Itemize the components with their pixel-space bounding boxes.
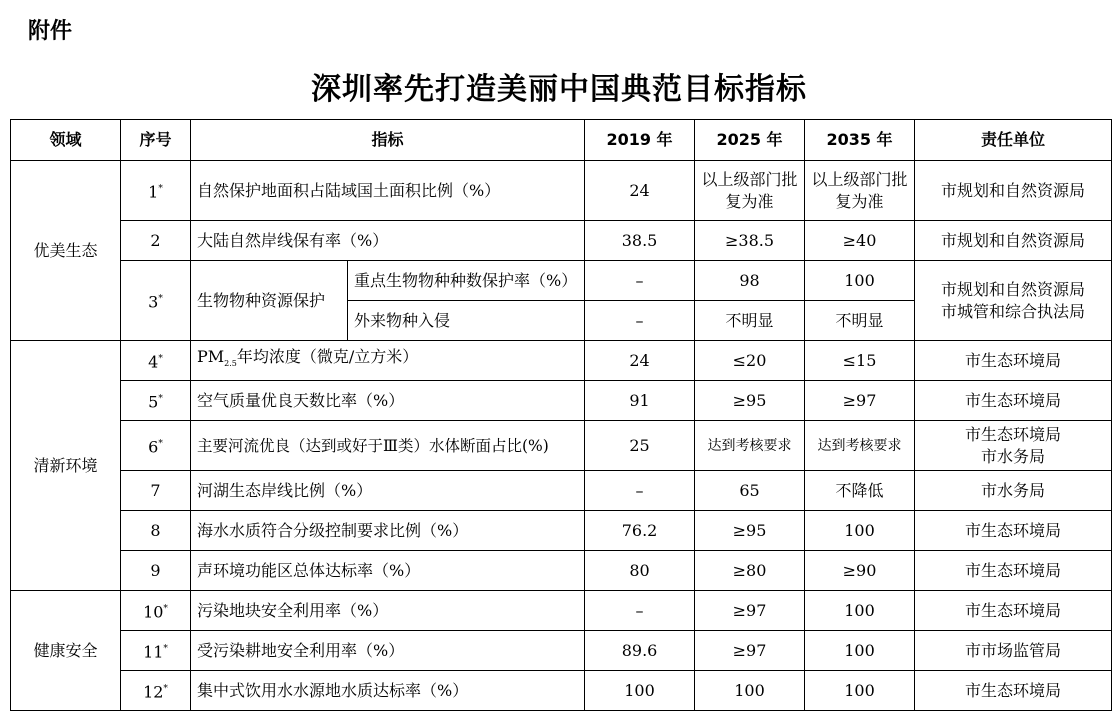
header-2025: 2025 年: [695, 120, 805, 161]
domain-cell: 健康安全: [11, 591, 121, 711]
table-row: [11, 671, 1112, 711]
header-indicator: 指标: [191, 120, 585, 161]
value-2019: –: [585, 301, 695, 341]
unit-cell: 市生态环境局: [915, 341, 1112, 381]
header-domain: 领域: [11, 120, 121, 161]
unit-cell: 市生态环境局 市水务局: [915, 421, 1112, 471]
table-row: [11, 221, 1112, 261]
indicator-cell: 主要河流优良（达到或好于Ⅲ类）水体断面占比(%): [191, 421, 585, 471]
indicator-cell: 河湖生态岸线比例（%）: [191, 471, 585, 511]
seq-cell: 6*: [121, 421, 191, 471]
value-2035: 100: [805, 671, 915, 711]
table-row: [11, 471, 1112, 511]
indicator-table: [10, 119, 1112, 711]
value-2025: ≥38.5: [695, 221, 805, 261]
attachment-label: 附件: [28, 19, 73, 44]
indicator-cell: 生物物种资源保护: [191, 261, 348, 341]
header-seq: 序号: [121, 120, 191, 161]
value-2019: 100: [585, 671, 695, 711]
value-2019: –: [585, 471, 695, 511]
value-2025: 100: [695, 671, 805, 711]
value-2019: 24: [585, 161, 695, 221]
unit-cell: 市规划和自然资源局: [915, 161, 1112, 221]
table-row: [11, 631, 1112, 671]
domain-cell: 优美生态: [11, 161, 121, 341]
seq-cell: 1*: [121, 161, 191, 221]
value-2035: 100: [805, 511, 915, 551]
header-2035: 2035 年: [805, 120, 915, 161]
value-2025: ≥97: [695, 631, 805, 671]
value-2019: –: [585, 261, 695, 301]
indicator-cell: 大陆自然岸线保有率（%）: [191, 221, 585, 261]
value-2019: 24: [585, 341, 695, 381]
value-2019: 89.6: [585, 631, 695, 671]
table-row: [11, 551, 1112, 591]
value-2019: 76.2: [585, 511, 695, 551]
value-2035: 不明显: [805, 301, 915, 341]
value-2035: ≥97: [805, 381, 915, 421]
value-2019: 80: [585, 551, 695, 591]
unit-cell: 市生态环境局: [915, 381, 1112, 421]
value-2035: 达到考核要求: [805, 421, 915, 471]
value-2025: ≥95: [695, 381, 805, 421]
indicator-cell: 海水水质符合分级控制要求比例（%）: [191, 511, 585, 551]
indicator-cell: 受污染耕地安全利用率（%）: [191, 631, 585, 671]
table-row: [11, 591, 1112, 631]
indicator-cell: 自然保护地面积占陆域国土面积比例（%）: [191, 161, 585, 221]
value-2025: 98: [695, 261, 805, 301]
value-2035: ≤15: [805, 341, 915, 381]
table-row: [11, 381, 1112, 421]
value-2025: ≤20: [695, 341, 805, 381]
value-2025: ≥97: [695, 591, 805, 631]
value-2035: ≥40: [805, 221, 915, 261]
indicator-cell: 污染地块安全利用率（%）: [191, 591, 585, 631]
value-2025: ≥95: [695, 511, 805, 551]
unit-cell: 市规划和自然资源局 市城管和综合执法局: [915, 261, 1112, 341]
value-2025: 以上级部门批复为准: [695, 161, 805, 221]
indicator-cell: $PM_{2.5}$年均浓度（微克/立方米）: [191, 341, 585, 381]
header-2019: 2019 年: [585, 120, 695, 161]
value-2019: 91: [585, 381, 695, 421]
seq-cell: 5*: [121, 381, 191, 421]
domain-cell: 清新环境: [11, 341, 121, 591]
seq-cell: 8: [121, 511, 191, 551]
value-2035: ≥90: [805, 551, 915, 591]
unit-cell: 市生态环境局: [915, 551, 1112, 591]
value-2035: 100: [805, 591, 915, 631]
header-unit: 责任单位: [915, 120, 1112, 161]
seq-cell: 7: [121, 471, 191, 511]
value-2035: 100: [805, 261, 915, 301]
header-row: [11, 120, 1112, 161]
sub-indicator-cell: 外来物种入侵: [348, 301, 585, 341]
unit-cell: 市生态环境局: [915, 671, 1112, 711]
indicator-cell: 空气质量优良天数比率（%）: [191, 381, 585, 421]
value-2025: ≥80: [695, 551, 805, 591]
unit-cell: 市水务局: [915, 471, 1112, 511]
value-2019: 25: [585, 421, 695, 471]
indicator-cell: 集中式饮用水水源地水质达标率（%）: [191, 671, 585, 711]
seq-cell: 2: [121, 221, 191, 261]
seq-cell: 4*: [121, 341, 191, 381]
value-2019: –: [585, 591, 695, 631]
sub-indicator-cell: 重点生物物种种数保护率（%）: [348, 261, 585, 301]
value-2035: 以上级部门批复为准: [805, 161, 915, 221]
table-row: [11, 341, 1112, 381]
value-2025: 达到考核要求: [695, 421, 805, 471]
page-title: 深圳率先打造美丽中国典范目标指标: [311, 72, 807, 107]
value-2025: 不明显: [695, 301, 805, 341]
table-row: [11, 161, 1112, 221]
seq-cell: 11*: [121, 631, 191, 671]
value-2035: 不降低: [805, 471, 915, 511]
seq-cell: 10*: [121, 591, 191, 631]
table-row: [11, 421, 1112, 471]
unit-cell: 市生态环境局: [915, 591, 1112, 631]
seq-cell: 9: [121, 551, 191, 591]
value-2019: 38.5: [585, 221, 695, 261]
seq-cell: 12*: [121, 671, 191, 711]
table-row: [11, 261, 1112, 301]
indicator-cell: 声环境功能区总体达标率（%）: [191, 551, 585, 591]
value-2025: 65: [695, 471, 805, 511]
unit-cell: 市生态环境局: [915, 511, 1112, 551]
table-row: [11, 511, 1112, 551]
unit-cell: 市规划和自然资源局: [915, 221, 1112, 261]
value-2035: 100: [805, 631, 915, 671]
seq-cell: 3*: [121, 261, 191, 341]
unit-cell: 市市场监管局: [915, 631, 1112, 671]
